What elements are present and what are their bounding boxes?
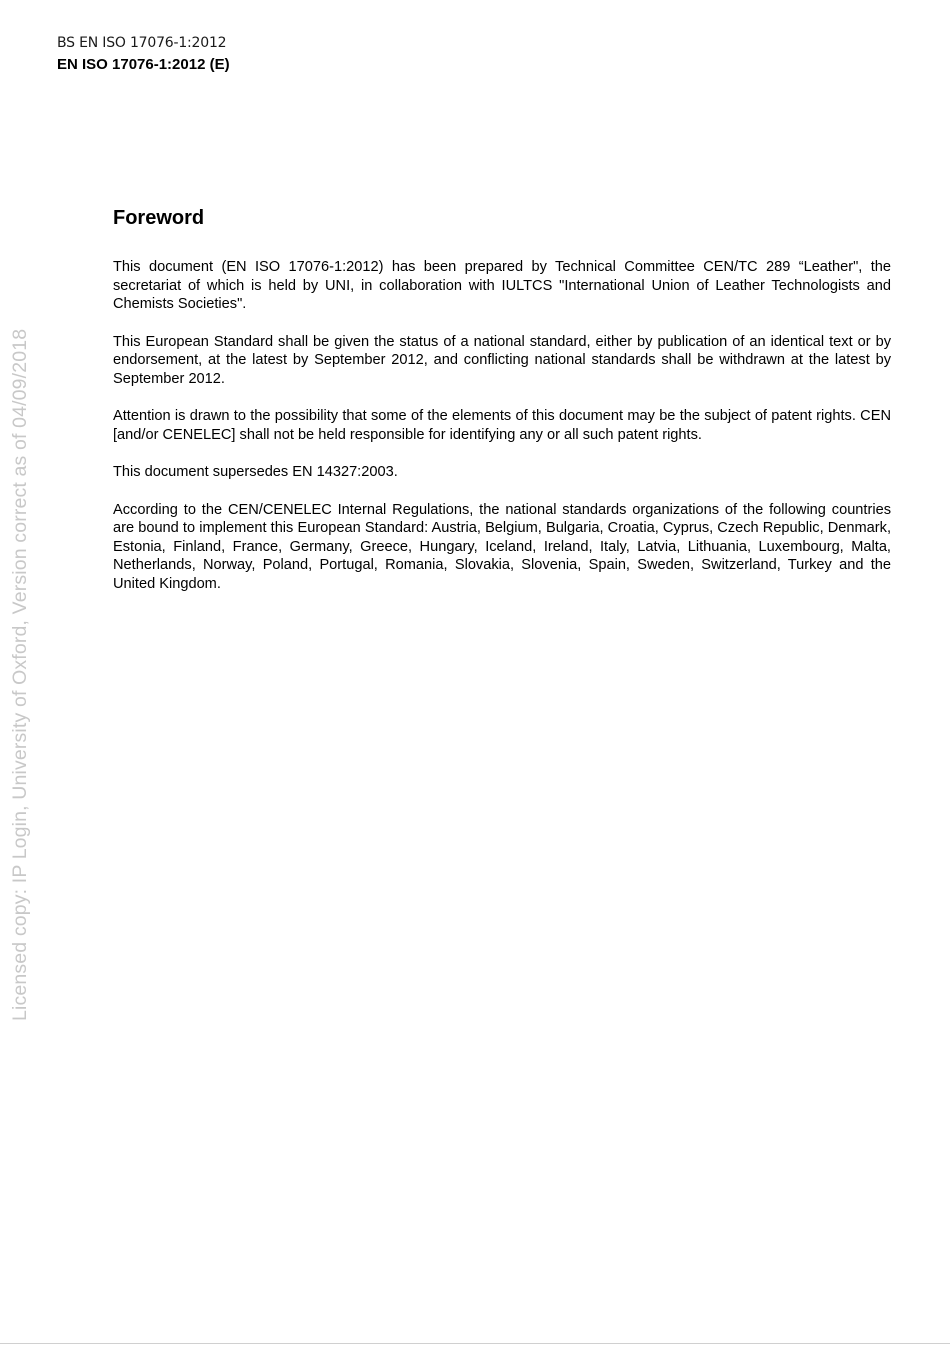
foreword-body <box>113 258 891 612</box>
paragraph-national-status: This European Standard shall be given the status of a national standard, either by publication of an identical text or by endorsement, at the latest by September 2012, and conflicting national standards shall be withdrawn at the latest by September 2012. <box>113 333 891 387</box>
standard-designation-en: EN ISO 17076-1:2012 (E) <box>57 56 230 73</box>
paragraph-countries: According to the CEN/CENELEC Internal Regulations, the national standards organizations of the following countries are bound to implement this European Standard: Austria, Belgium, Bulgaria, Croatia, Cyprus, Czech Republic, Denmark, Estonia, Finland, France, Germany, Greece, Hungary, Iceland, Ireland, Italy, Latvia, Lithuania, Luxembourg, Malta, Netherlands, Norway, Poland, Portugal, Romania, Slovakia, Slovenia, Spain, Sweden, Switzerland, Turkey and the United Kingdom. <box>113 501 891 592</box>
license-watermark: Licensed copy: IP Login, University of Oxford, Version correct as of 04/09/2018 <box>9 328 31 1021</box>
paragraph-supersedes: This document supersedes EN 14327:2003. <box>113 464 398 480</box>
paragraph-preparation: This document (EN ISO 17076-1:2012) has been prepared by Technical Committee CEN/TC 289 “Leather", the secretariat of which is held by UNI, in collaboration with IULTCS "International Union of Leather Technologists and Chemists Societies". <box>113 259 891 312</box>
page-bottom-edge <box>0 1343 950 1344</box>
section-title: Foreword <box>113 207 205 229</box>
standard-designation-bs: BS EN ISO 17076-1:2012 <box>57 35 227 51</box>
paragraph-patent-rights: Attention is drawn to the possibility that some of the elements of this document may be the subject of patent rights. CEN [and/or CENELEC] shall not be held responsible for identifying any or all such patent rights. <box>113 408 891 443</box>
